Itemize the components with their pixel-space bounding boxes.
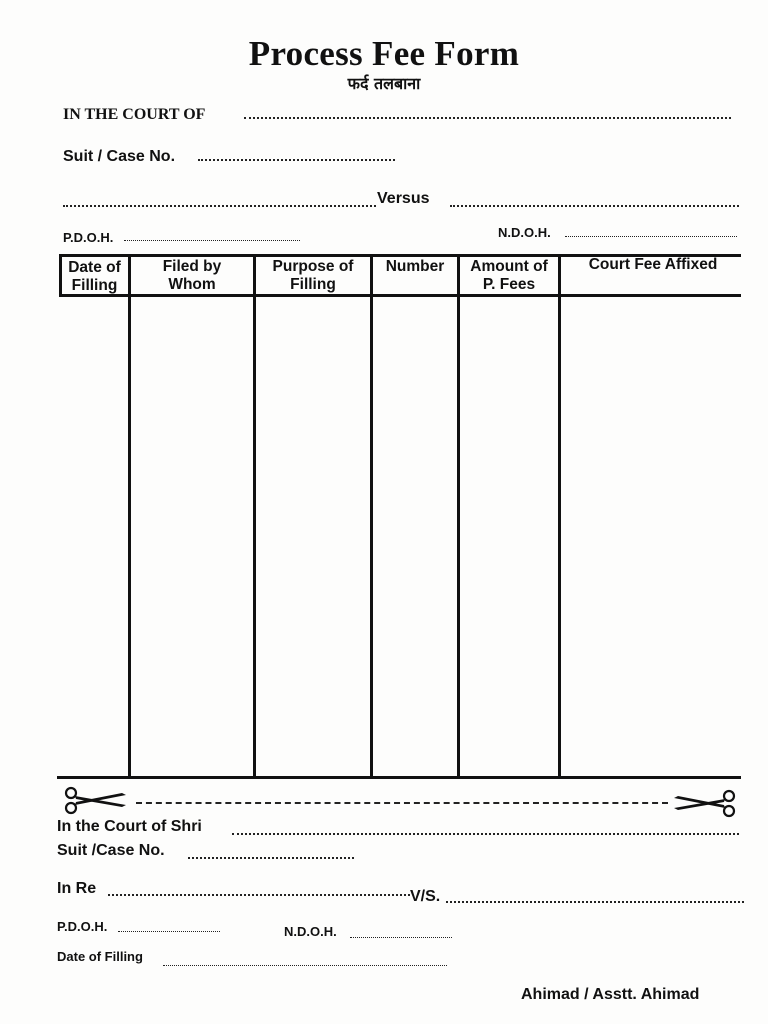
column-divider xyxy=(253,254,256,778)
scissors-icon xyxy=(668,789,738,819)
form-subtitle-hindi: फर्द तलबाना xyxy=(347,74,421,93)
column-header-filed-by: Filed by Whom xyxy=(162,258,222,293)
court-label: IN THE COURT OF xyxy=(63,106,206,123)
suit-case-label: Suit / Case No. xyxy=(63,148,176,165)
petitioner-field[interactable] xyxy=(63,205,376,207)
slip-date-label: Date of Filling xyxy=(57,949,143,964)
slip-vs-field[interactable] xyxy=(446,901,744,903)
column-header-date: Date of Filling xyxy=(68,259,121,294)
ndoh-field[interactable] xyxy=(565,236,737,237)
signature-label: Ahimad / Asstt. Ahimad xyxy=(521,986,700,1003)
slip-pdoh-label: P.D.O.H. xyxy=(57,919,108,934)
cut-line xyxy=(136,802,668,804)
slip-in-re-label: In Re xyxy=(57,880,97,897)
column-divider xyxy=(128,254,131,778)
slip-date-field[interactable] xyxy=(163,965,447,966)
slip-court-label: In the Court of Shri xyxy=(57,818,202,835)
pdoh-label: P.D.O.H. xyxy=(63,230,114,245)
slip-ndoh-field[interactable] xyxy=(350,937,452,938)
suit-case-field[interactable] xyxy=(198,159,395,161)
versus-label: Versus xyxy=(377,190,430,207)
slip-vs-label: V/S. xyxy=(410,888,441,905)
table-bottom-border xyxy=(57,776,741,779)
slip-suit-label: Suit /Case No. xyxy=(57,842,165,859)
column-header-number: Number xyxy=(385,258,445,275)
column-header-amount: Amount of P. Fees xyxy=(470,258,548,293)
ndoh-label: N.D.O.H. xyxy=(498,225,551,240)
slip-pdoh-field[interactable] xyxy=(118,931,220,932)
court-field[interactable] xyxy=(244,117,731,119)
slip-in-re-field[interactable] xyxy=(108,894,410,896)
column-header-purpose: Purpose of Filling xyxy=(272,258,354,293)
scissors-icon xyxy=(62,786,132,816)
column-divider xyxy=(558,254,561,778)
table-header-border xyxy=(59,294,741,297)
slip-suit-field[interactable] xyxy=(188,857,354,859)
slip-court-field[interactable] xyxy=(232,833,739,835)
form-title: Process Fee Form xyxy=(248,34,520,73)
pdoh-field[interactable] xyxy=(124,240,300,241)
respondent-field[interactable] xyxy=(450,205,739,207)
slip-ndoh-label: N.D.O.H. xyxy=(284,924,337,939)
column-divider xyxy=(457,254,460,778)
column-header-court-fee: Court Fee Affixed xyxy=(588,256,718,273)
column-divider xyxy=(370,254,373,778)
